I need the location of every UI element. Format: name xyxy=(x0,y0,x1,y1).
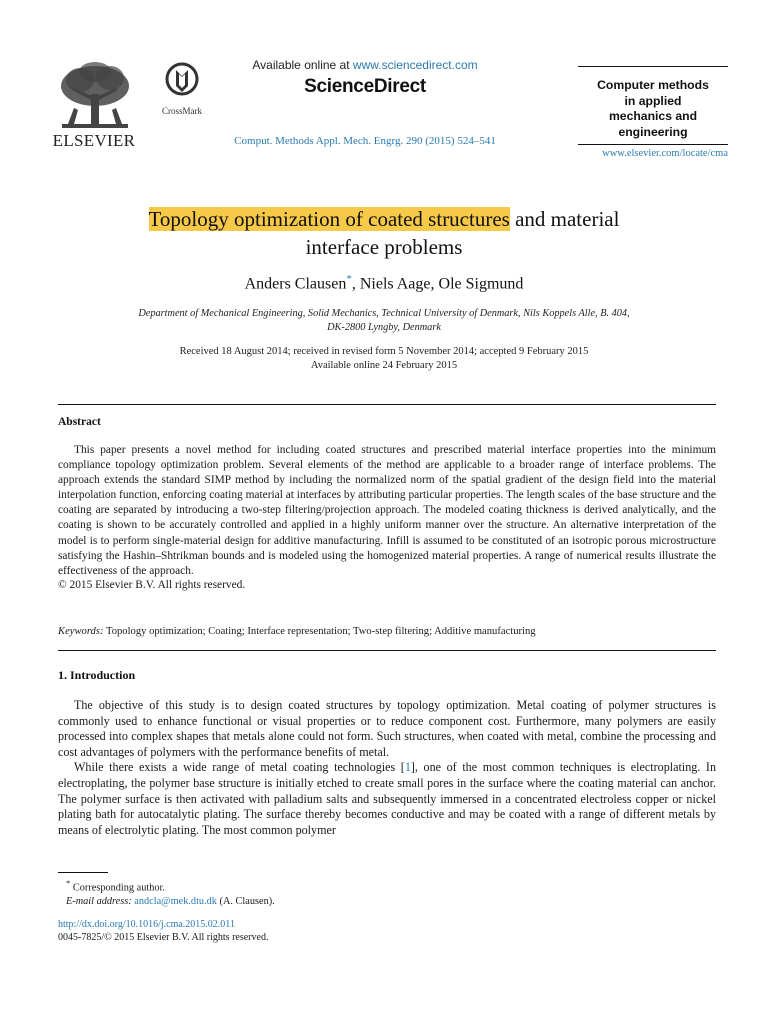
keywords xyxy=(58,626,716,637)
footnote-text: Corresponding author. xyxy=(70,882,165,894)
abstract-top-rule xyxy=(58,404,716,405)
email-suffix: (A. Clausen). xyxy=(216,896,275,908)
intro-text: ], one of the most common techniques is electroplating. In electroplating, the polymer base structure is initially etched to create small pores in the surface where the coating material can anchor. The polymer surface is then activated with palladium salts and subsequently immersed in a concentrated electroless copper or nickel plating bath for autocatalytic plating. The surface thereby becomes conductive and may be coated with a range of different metals by means of electrolytic plating. The most common polymer xyxy=(58,760,716,837)
footnotes xyxy=(58,877,716,909)
email-footnote xyxy=(58,895,716,909)
intro-text: While there exists a wide range of metal coating technologies [ xyxy=(74,760,405,775)
affiliation xyxy=(100,307,668,335)
affiliation-line: DK-2800 Lyngby, Denmark xyxy=(327,322,441,333)
corresponding-author-mark[interactable]: * xyxy=(346,273,352,285)
abstract-body xyxy=(58,443,716,579)
first-author: Anders Clausen xyxy=(244,275,347,293)
journal-citation-link[interactable]: Comput. Methods Appl. Mech. Engrg. 290 (2015) 524–541 xyxy=(234,135,496,147)
introduction-body xyxy=(58,698,716,838)
journal-name xyxy=(578,78,728,140)
title-highlighted[interactable]: Topology optimization of coated structures xyxy=(148,207,510,231)
availability-line xyxy=(190,58,540,72)
other-authors: , Niels Aage, Ole Sigmund xyxy=(351,275,524,293)
article-title xyxy=(60,205,708,261)
available-online-date: Available online 24 February 2015 xyxy=(310,360,458,371)
doi-link[interactable]: http://dx.doi.org/10.1016/j.cma.2015.02.011 xyxy=(58,919,235,930)
journal-url-link[interactable]: www.elsevier.com/locate/cma xyxy=(602,148,728,159)
title-rest: and material xyxy=(509,207,620,231)
platform-name: ScienceDirect xyxy=(304,76,426,97)
issn-copyright: 0045-7825/© 2015 Elsevier B.V. All rights reserved. xyxy=(58,932,269,943)
abstract-copyright: © 2015 Elsevier B.V. All rights reserved. xyxy=(58,579,246,591)
publisher-name: ELSEVIER xyxy=(52,131,136,150)
title-line-2: interface problems xyxy=(305,235,463,259)
received-dates: Received 18 August 2014; received in revised form 5 November 2014; accepted 9 February 2015 xyxy=(179,346,589,357)
journal-name-line: engineering xyxy=(618,124,688,139)
abstract-heading: Abstract xyxy=(58,416,101,428)
keywords-list: Topology optimization; Coating; Interface representation; Two-step filtering; Additive manufacturing xyxy=(105,626,536,637)
doi-block xyxy=(58,918,268,944)
footnote-rule xyxy=(58,872,108,873)
crossmark-label: CrossMark xyxy=(162,106,202,116)
affiliation-line: Department of Mechanical Engineering, Solid Mechanics, Technical University of Denmark, Nils Koppels Alle, B. 404, xyxy=(138,308,630,319)
intro-paragraph-1: The objective of this study is to design coated structures by topology optimization. Metal coating of polymer structures is commonly used to enhance functional or visual properties or to reduce component cost. Furthermore, many polymers are easily processed into complex shapes that metals alone could not form. Such structures, when coated with metal, combine the processing and cost advantages of polymers with the performance benefits of metal. xyxy=(58,698,716,759)
section-heading: 1. Introduction xyxy=(58,668,136,682)
journal-name-line: Computer methods xyxy=(597,78,709,92)
author-list xyxy=(60,273,708,293)
email-label: E-mail address: xyxy=(66,896,135,908)
email-link[interactable]: andcla@mek.dtu.dk xyxy=(134,896,217,908)
journal-name-top-rule xyxy=(578,66,728,67)
abstract-paragraph: This paper presents a novel method for including coated structures and prescribed material interface properties into the minimum compliance topology optimization problem. Several elements of the method are applicable to a broader range of interface problems. The approach extends the standard SIMP method by including the normalized norm of the spatial gradient of the design field into the material interpolation function, enforcing coating material at interfaces by attributing particular properties. The length scales of the base structure and the coating are separated by introducing a two-step filtering/projection approach. The modeled coating thickness is derived analytically, and the coating is shown to be accurately controlled and applied in a highly uniform manner over the structure. An alternative interpretation of the model is to perform single-material design for additive manufacturing. Infill is assumed to be constituted of an isotropic porous microstructure satisfying the Hashin–Shtrikman bounds and is modeled using the homogenized material properties. A range of numerical results illustrate the effectiveness of the approach. xyxy=(58,444,716,577)
intro-paragraph-2 xyxy=(58,760,716,838)
citation-link[interactable]: 1 xyxy=(404,760,411,775)
keywords-label: Keywords: xyxy=(58,626,104,637)
availability-prefix: Available online at xyxy=(252,58,353,72)
article-history xyxy=(100,345,668,373)
sciencedirect-link[interactable]: www.sciencedirect.com xyxy=(352,58,478,72)
footnote-mark: * xyxy=(66,878,71,888)
corresponding-footnote xyxy=(58,877,716,895)
journal-name-line: in applied xyxy=(624,93,682,108)
journal-name-line: mechanics and xyxy=(608,109,698,123)
abstract-bottom-rule xyxy=(58,650,716,651)
journal-name-bottom-rule xyxy=(578,144,728,145)
